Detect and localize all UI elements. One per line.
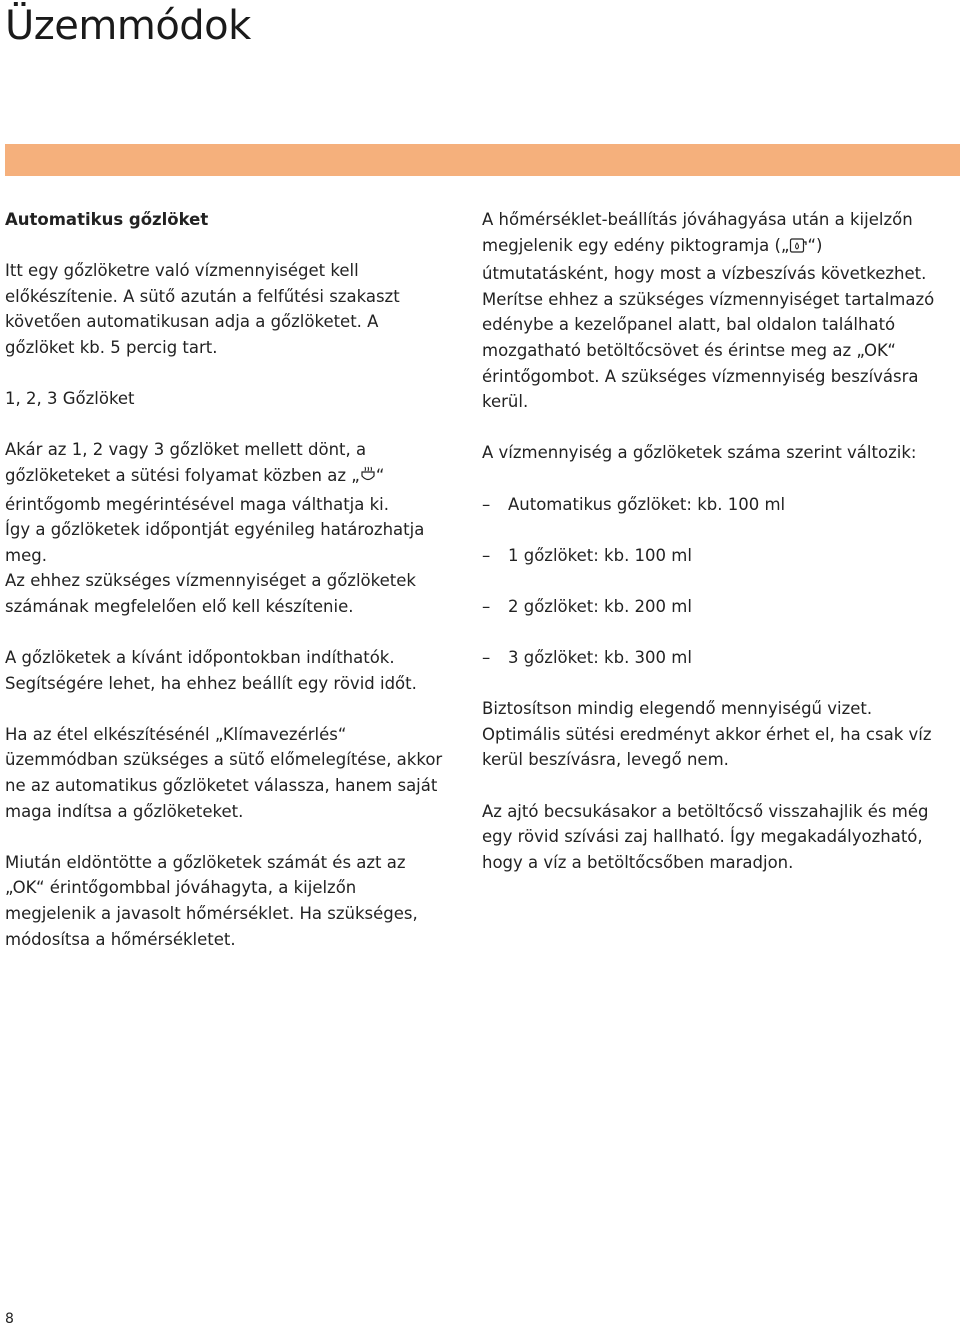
list-item [482,543,952,569]
list-item [482,492,952,518]
list-dash: – [482,648,491,668]
paragraph-water-intake-text-a: A hőmérséklet-beállítás jóváhagyása után a kijelzőn megjelenik egy edény piktogramja („ [482,210,913,255]
left-column [5,207,450,978]
list-item-text: 1 gőzlöket: kb. 100 ml [508,545,692,565]
list-item [482,645,952,671]
list-dash: – [482,596,491,616]
paragraph-water-amount: Az ehhez szükséges vízmennyiséget a gőzlöketek számának megfelelően elő kell készítenie. [5,571,416,616]
steam-burst-icon [360,466,376,492]
list-dash: – [482,494,491,514]
paragraph-steam-button-text-b: “ érintőgomb megérintésével maga válthatja ki. [5,465,389,514]
paragraph-preheat: Ha az étel elkészítésénél „Klímavezérlés“ üzemmódban szükséges a sütő előmelegítése, akkor ne az automatikus gőzlöketet válassza, hanem saját maga indítsa a gőzlöketeket. [5,724,443,821]
list-item-text: Automatikus gőzlöket: kb. 100 ml [508,494,786,514]
heading-steam-bursts: 1, 2, 3 Gőzlöket [5,389,135,409]
paragraph-enough-water: Biztosítson mindig elegendő mennyiségű vizet. Optimális sütési eredményt akkor érhet el, ha csak víz kerül beszívásra, levegő nem. [482,699,932,770]
paragraph-amount-varies: A vízmennyiség a gőzlöketek száma szerint változik: [482,443,917,463]
list-item-text: 2 gőzlöket: kb. 200 ml [508,596,692,616]
right-column [482,207,952,901]
list-item [482,594,952,620]
page-number: 8 [5,1311,14,1327]
paragraph-automatic-steam: Itt egy gőzlöketre való vízmennyiséget kell előkészítenie. A sütő azután a felfűtési szakaszt követően automatikusan adja a gőzlöketet. A gőzlöket kb. 5 percig tart. [5,261,400,357]
page-title: Üzemmódok [5,3,251,49]
paragraph-start-times: A gőzlöketek a kívánt időpontokban indíthatók. Segítségére lehet, ha ehhez beállít egy rövid időt. [5,648,417,693]
paragraph-steam-button-text-a: Akár az 1, 2 vagy 3 gőzlöket mellett dönt, a gőzlöketeket a sütési folyamat közben az „ [5,440,367,485]
heading-automatic-steam: Automatikus gőzlöket [5,210,209,229]
paragraph-door-closing: Az ajtó becsukásakor a betöltőcső visszahajlik és még egy rövid szívási zaj hallható. Így megakadályozható, hogy a víz a betöltőcsőben maradjon. [482,801,929,872]
water-amount-list [482,492,952,671]
water-container-icon [789,236,807,262]
paragraph-timing: Így a gőzlöketek időpontját egyénileg határozhatja meg. [5,520,425,565]
paragraph-water-intake [482,207,952,415]
paragraph-confirm: Miután eldöntötte a gőzlöketek számát és azt az „OK“ érintőgombbal jóváhagyta, a kijelzőn megjelenik a javasolt hőmérséklet. Ha szükséges, módosítsa a hőmérsékletet. [5,852,418,949]
paragraph-water-intake-text-b: “) útmutatásként, hogy most a vízbeszívás következhet. Merítse ehhez a szükséges vízmennyiséget tartalmazó edénybe a kezelőpanel alatt, bal oldalon található mozgatható betöltőcsövet és érintse meg az „OK“ érintőgombot. A szükséges vízmennyiség beszívásra kerül. [482,235,935,412]
list-dash: – [482,545,491,565]
paragraph-steam-button [5,437,450,517]
section-accent-bar [5,144,960,176]
list-item-text: 3 gőzlöket: kb. 300 ml [508,648,692,668]
